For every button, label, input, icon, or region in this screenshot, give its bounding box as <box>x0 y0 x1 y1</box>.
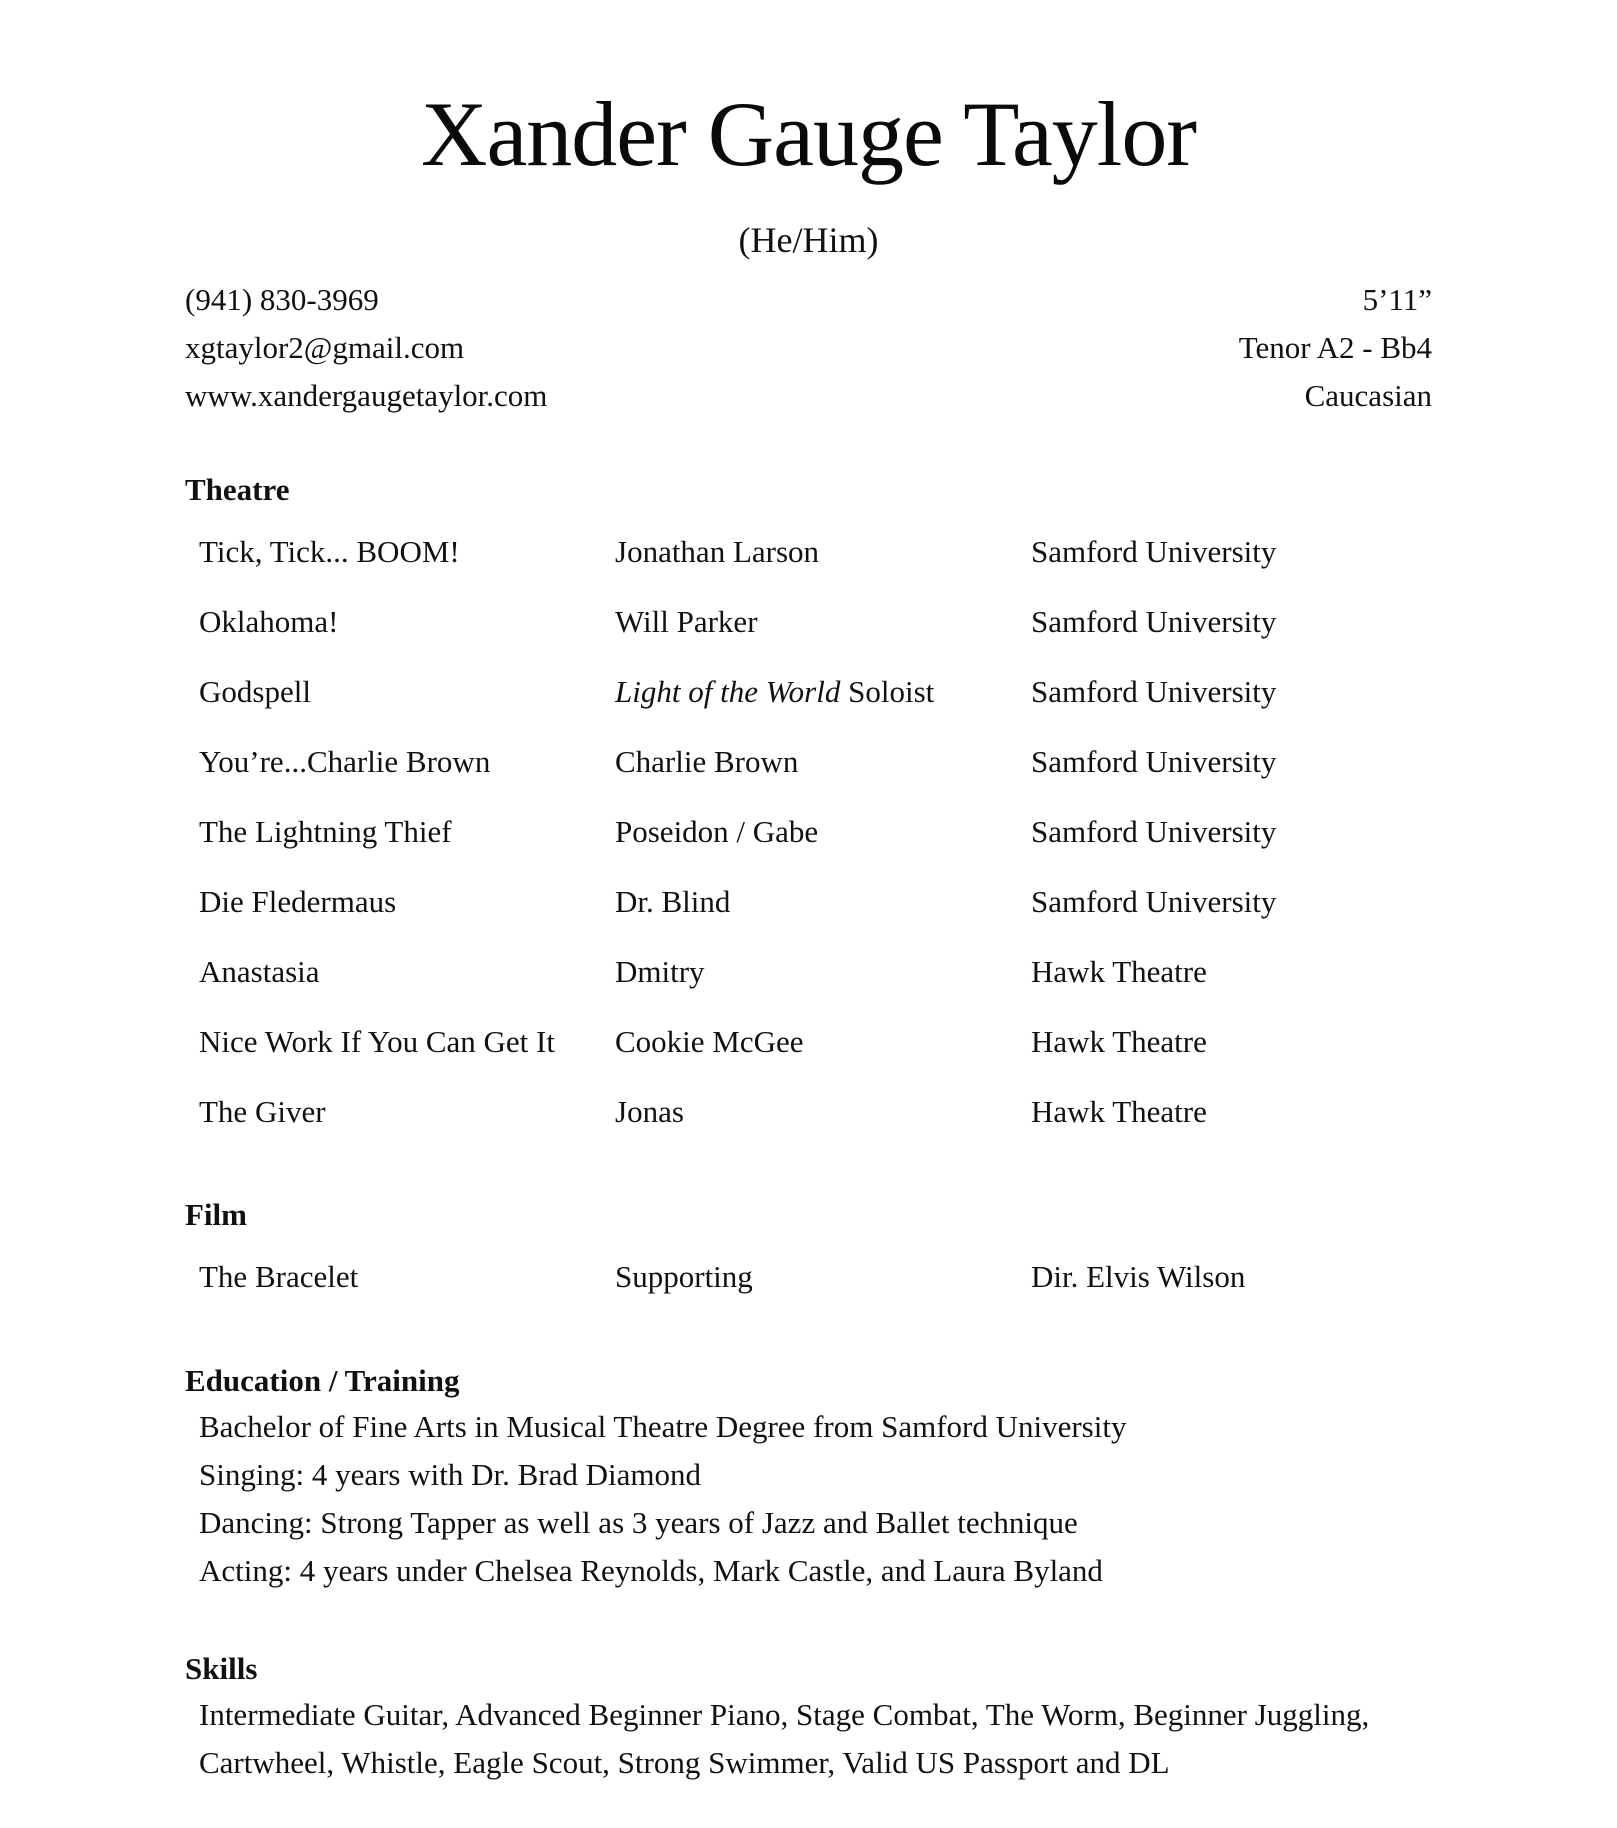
film-title: The Bracelet <box>199 1259 359 1294</box>
director-name: Dir. Elvis Wilson <box>1031 1259 1246 1294</box>
role-name <box>615 744 1031 780</box>
contact-info <box>185 276 547 420</box>
film-credits <box>199 1242 1439 1312</box>
show-title: Godspell <box>199 674 311 709</box>
role-text: Jonathan Larson <box>615 534 820 569</box>
show-title: Nice Work If You Can Get It <box>199 1024 555 1059</box>
role-name <box>615 814 1031 850</box>
role-name <box>615 674 1031 710</box>
role-name <box>615 1024 1031 1060</box>
role-text: Poseidon / Gabe <box>615 814 819 849</box>
ethnicity: Caucasian <box>1304 378 1432 413</box>
venue-name: Samford University <box>1031 534 1277 569</box>
role-name <box>615 1259 1031 1295</box>
role-italic-part: Light of the World <box>615 674 841 709</box>
credit-row <box>199 797 1439 867</box>
show-title: Oklahoma! <box>199 604 339 639</box>
role-name <box>615 1094 1031 1130</box>
skills-heading: Skills <box>185 1651 258 1686</box>
role-text: Cookie McGee <box>615 1024 804 1059</box>
role-text: Jonas <box>615 1094 684 1129</box>
credit-row <box>199 727 1439 797</box>
theatre-credits <box>199 517 1439 1147</box>
role-text: Will Parker <box>615 604 758 639</box>
venue-name: Samford University <box>1031 884 1277 919</box>
vocal-range: Tenor A2 - Bb4 <box>1238 330 1432 365</box>
credit-row <box>199 517 1439 587</box>
venue-name: Hawk Theatre <box>1031 1094 1207 1129</box>
role-text: Dr. Blind <box>615 884 731 919</box>
credit-row <box>199 1242 1439 1312</box>
education-item: Dancing: Strong Tapper as well as 3 years of Jazz and Ballet technique <box>199 1505 1078 1540</box>
role-text: Soloist <box>840 674 935 709</box>
credit-row <box>199 867 1439 937</box>
actor-name: Xander Gauge Taylor <box>421 83 1196 185</box>
venue-name: Samford University <box>1031 604 1277 639</box>
venue-name: Hawk Theatre <box>1031 954 1207 989</box>
credit-row <box>199 937 1439 1007</box>
website-url: www.xandergaugetaylor.com <box>185 378 548 413</box>
venue-name: Samford University <box>1031 744 1277 779</box>
venue-name: Hawk Theatre <box>1031 1024 1207 1059</box>
education-heading: Education / Training <box>185 1363 460 1398</box>
film-heading: Film <box>185 1197 247 1232</box>
venue-name: Samford University <box>1031 674 1277 709</box>
venue-name: Samford University <box>1031 814 1277 849</box>
skills-line: Intermediate Guitar, Advanced Beginner Piano, Stage Combat, The Worm, Beginner Juggling, <box>199 1697 1370 1732</box>
role-name <box>615 604 1031 640</box>
show-title: You’re...Charlie Brown <box>199 744 491 779</box>
role-text: Charlie Brown <box>615 744 799 779</box>
show-title: Tick, Tick... BOOM! <box>199 534 460 569</box>
role-name <box>615 954 1031 990</box>
credit-row <box>199 587 1439 657</box>
email-address: xgtaylor2@gmail.com <box>185 330 465 365</box>
education-item: Acting: 4 years under Chelsea Reynolds, Mark Castle, and Laura Byland <box>199 1553 1103 1588</box>
show-title: Die Fledermaus <box>199 884 397 919</box>
show-title: The Lightning Thief <box>199 814 452 849</box>
physical-stats <box>1239 276 1432 420</box>
skills-line: Cartwheel, Whistle, Eagle Scout, Strong Swimmer, Valid US Passport and DL <box>199 1745 1170 1780</box>
credit-row <box>199 1077 1439 1147</box>
skills-list <box>199 1691 1459 1787</box>
show-title: Anastasia <box>199 954 320 989</box>
role-text: Dmitry <box>615 954 705 989</box>
theatre-heading: Theatre <box>185 472 290 507</box>
credit-row <box>199 1007 1439 1077</box>
credit-row <box>199 657 1439 727</box>
role-text: Supporting <box>615 1259 753 1294</box>
education-list <box>199 1403 1459 1595</box>
height: 5’11” <box>1362 282 1432 317</box>
role-name <box>615 534 1031 570</box>
education-item: Bachelor of Fine Arts in Musical Theatre Degree from Samford University <box>199 1409 1127 1444</box>
phone-number: (941) 830-3969 <box>185 282 379 317</box>
pronouns: (He/Him) <box>738 220 879 260</box>
education-item: Singing: 4 years with Dr. Brad Diamond <box>199 1457 701 1492</box>
show-title: The Giver <box>199 1094 326 1129</box>
role-name <box>615 884 1031 920</box>
